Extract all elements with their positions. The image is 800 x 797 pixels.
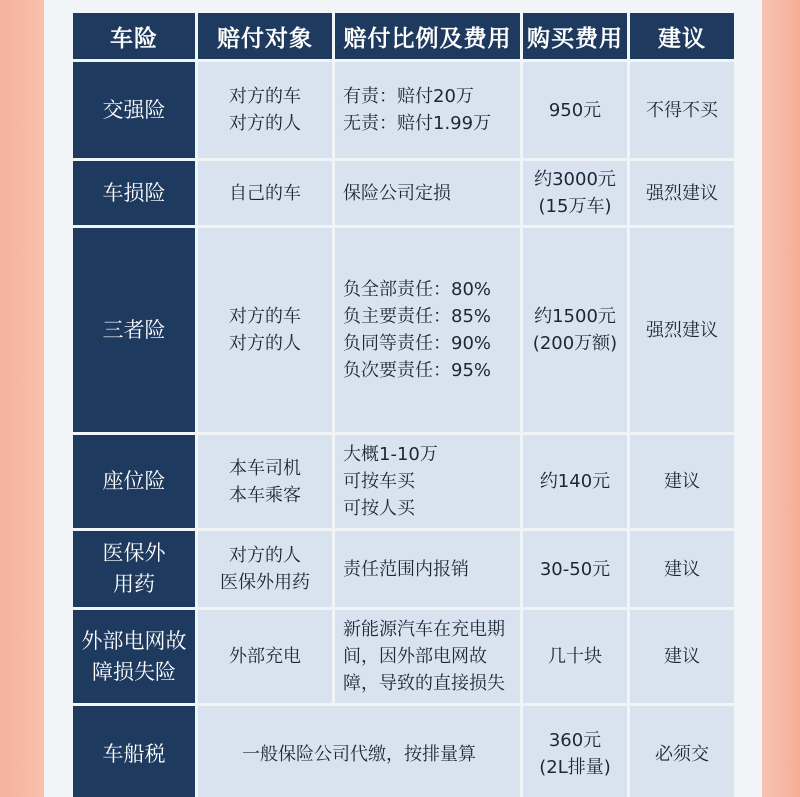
cost-line: 约1500元 (534, 306, 616, 327)
cost-cell (523, 62, 627, 158)
advice-cell (630, 706, 734, 797)
object-line: 对方的车 (229, 86, 301, 107)
advice-text: 不得不买 (646, 99, 718, 121)
cost-line: 几十块 (548, 646, 602, 667)
insurance-type-cell (73, 62, 195, 158)
ratio-line: 可按人买 (343, 498, 415, 519)
object-cell (198, 435, 332, 528)
table-row (73, 228, 734, 432)
ratio-line: 有责：赔付20万 (343, 86, 474, 107)
advice-text: 建议 (664, 646, 700, 667)
object-line: 本车乘客 (229, 484, 301, 506)
object-cell (198, 531, 332, 607)
cost-line: 约140元 (539, 471, 611, 492)
cost-cell (523, 435, 627, 528)
cost-line: (2L排量) (539, 757, 611, 778)
ratio-line: 障，导致的直接损失 (343, 673, 505, 694)
advice-text: 建议 (664, 558, 700, 580)
insurance-type: 用药 (113, 572, 155, 596)
cost-line: (15万车) (538, 196, 612, 217)
cost-line: 360元 (548, 730, 602, 751)
table-row (73, 435, 734, 528)
advice-text: 建议 (664, 471, 700, 492)
advice-cell (630, 435, 734, 528)
header-type: 车险 (73, 13, 195, 59)
car-insurance-table (70, 10, 737, 797)
object-cell (198, 62, 332, 158)
advice-cell (630, 228, 734, 432)
ratio-line: 可按车买 (343, 471, 415, 492)
advice-text: 强烈建议 (646, 182, 718, 204)
ratio-cell (335, 610, 520, 703)
object-line: 对方的人 (229, 113, 301, 134)
insurance-type: 医保外 (102, 541, 166, 565)
ratio-line: 间，因外部电网故 (343, 646, 487, 667)
cost-cell (523, 706, 627, 797)
insurance-type-cell (73, 228, 195, 432)
cost-line: 30-50元 (539, 558, 611, 580)
ratio-cell (335, 531, 520, 607)
insurance-type: 外部电网故 (81, 628, 187, 653)
ratio-line: 负全部责任：80% (343, 279, 492, 300)
object-cell (198, 228, 332, 432)
insurance-type: 车损险 (102, 180, 166, 205)
merged-description-cell (198, 706, 520, 797)
cost-cell (523, 161, 627, 225)
cost-cell (523, 610, 627, 703)
ratio-cell (335, 161, 520, 225)
ratio-line: 负同等责任：90% (343, 333, 492, 354)
ratio-line: 负主要责任：85% (343, 306, 492, 327)
table-row (73, 161, 734, 225)
cost-line: 950元 (548, 99, 602, 121)
ratio-cell (335, 228, 520, 432)
cost-cell (523, 531, 627, 607)
header-advice: 建议 (630, 13, 734, 59)
insurance-type: 三者险 (102, 317, 166, 342)
cost-cell (523, 228, 627, 432)
object-line: 对方的人 (229, 545, 301, 566)
ratio-line: 责任范围内报销 (343, 558, 469, 580)
cost-line: (200万额) (532, 333, 618, 354)
object-line: 自己的车 (229, 182, 301, 204)
insurance-type-cell (73, 435, 195, 528)
table-row (73, 610, 734, 703)
insurance-type: 交强险 (102, 97, 166, 122)
ratio-line: 大概1-10万 (343, 444, 438, 465)
header-object: 赔付对象 (198, 13, 332, 59)
table-row (73, 531, 734, 607)
right-background-strip (762, 0, 800, 797)
insurance-type: 车船税 (102, 741, 166, 766)
insurance-type-cell (73, 161, 195, 225)
left-background-strip (0, 0, 44, 797)
object-cell (198, 610, 332, 703)
insurance-type-cell (73, 706, 195, 797)
merged-description: 一般保险公司代缴，按排量算 (242, 743, 476, 765)
table-row (73, 706, 734, 797)
object-line: 医保外用药 (220, 572, 310, 593)
insurance-type-cell (73, 531, 195, 607)
ratio-line: 新能源汽车在充电期 (343, 619, 505, 640)
header-cost: 购买费用 (523, 13, 627, 59)
insurance-type: 座位险 (102, 469, 166, 493)
header-ratio: 赔付比例及费用 (335, 13, 520, 59)
ratio-line: 负次要责任：95% (343, 360, 492, 381)
ratio-cell (335, 62, 520, 158)
object-line: 对方的人 (229, 333, 301, 354)
object-line: 对方的车 (229, 306, 301, 327)
ratio-line: 无责：赔付1.99万 (343, 113, 492, 134)
advice-text: 强烈建议 (646, 319, 718, 341)
advice-cell (630, 161, 734, 225)
cost-line: 约3000元 (534, 169, 616, 190)
advice-cell (630, 62, 734, 158)
ratio-cell (335, 435, 520, 528)
object-cell (198, 161, 332, 225)
insurance-type-cell (73, 610, 195, 703)
advice-cell (630, 531, 734, 607)
insurance-type: 障损失险 (92, 659, 176, 684)
advice-text: 必须交 (655, 743, 709, 765)
header-row (73, 13, 734, 59)
table-row (73, 62, 734, 158)
ratio-line: 保险公司定损 (343, 182, 451, 204)
object-line: 本车司机 (229, 457, 301, 479)
object-line: 外部充电 (229, 646, 301, 667)
advice-cell (630, 610, 734, 703)
